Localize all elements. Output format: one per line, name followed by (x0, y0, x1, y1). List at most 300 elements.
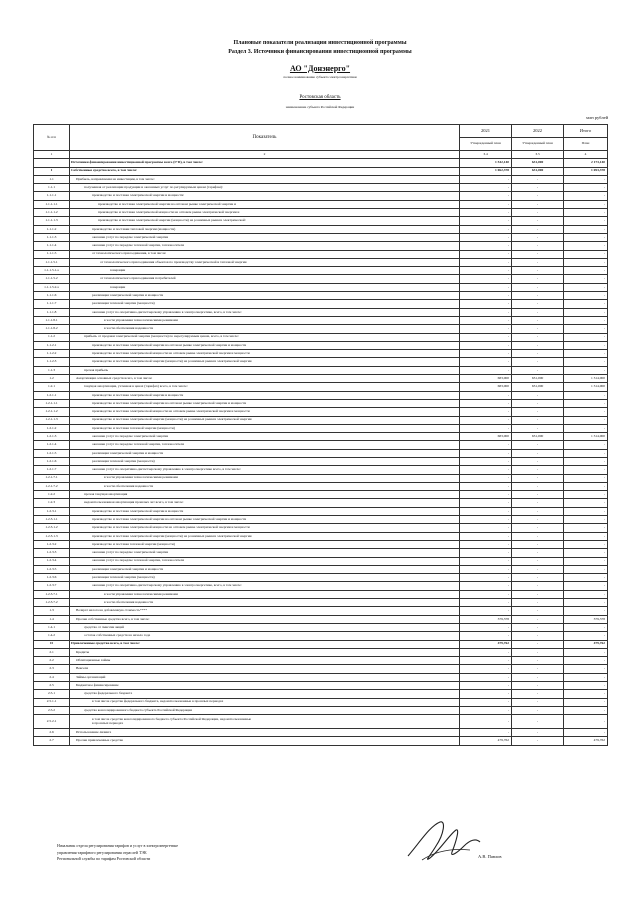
table-row (34, 175, 608, 183)
row-number: 1.2.1.6 (34, 457, 70, 465)
value-total: 379,378 (564, 615, 608, 623)
table-row (34, 192, 608, 200)
value-2022: - (512, 540, 564, 548)
value-total: - (564, 449, 608, 457)
table-row (34, 599, 608, 607)
value-2022: - (512, 690, 564, 698)
value-2022: - (512, 457, 564, 465)
table-row (34, 524, 608, 532)
row-label: оказание услуг по оперативно-диспетчерскому управлению в электроэнергетике, всего, в том числе: (70, 582, 460, 590)
row-label: Прочие привлеченные средства (70, 737, 460, 745)
value-2022: - (512, 250, 564, 258)
row-label: производство и поставка электрической энергии на оптовом рынке электрической энергии и мощности (70, 341, 460, 349)
row-label-line: в том числе средства консолидированного бюджета субъекта Российской Федерации, недоиспользованные (92, 717, 252, 722)
row-label: производство и поставка электрической энергии (мощности) на розничных рынках электрической энергии (70, 358, 460, 366)
value-2022: 631,000 (512, 167, 564, 175)
value-2022: - (512, 615, 564, 623)
row-label: производство и поставка электрической энергии на оптовом рынке электрической энергии и мощности (70, 399, 460, 407)
value-2021: - (460, 457, 512, 465)
row-label: генерации (70, 283, 460, 291)
table-row (34, 225, 608, 233)
index-cell: 2 (70, 151, 460, 159)
value-2021: 1 062,378 (460, 167, 512, 175)
table-row (34, 433, 608, 441)
table-row (34, 167, 608, 175)
row-label: производство и поставка тепловой энергии (мощности) (70, 540, 460, 548)
value-2022: - (512, 258, 564, 266)
row-number: 1.2.1.5 (34, 449, 70, 457)
row-number: 1.1.3 (34, 366, 70, 374)
table-row (34, 449, 608, 457)
value-2022: - (512, 350, 564, 358)
value-total: - (564, 233, 608, 241)
document-title: Плановые показатели реализации инвестиционной программы (233, 40, 407, 46)
value-2021: - (460, 698, 512, 706)
value-2022: - (512, 300, 564, 308)
value-total: - (564, 217, 608, 225)
index-row (34, 151, 608, 159)
value-total: - (564, 325, 608, 333)
value-total: - (564, 267, 608, 275)
row-number: 1.2.1.1.2 (34, 408, 70, 416)
value-2021: - (460, 729, 512, 737)
value-2022: - (512, 532, 564, 540)
row-number: 2.5 (34, 682, 70, 690)
index-cell: 3.5 (512, 151, 564, 159)
row-label: Прибыль, направляемая на инвестиции, в том числе: (70, 175, 460, 183)
row-label: реализация тепловой энергии (мощности) (70, 300, 460, 308)
value-2022: - (512, 283, 564, 291)
row-number: 1.1.2.1 (34, 341, 70, 349)
financing-table (33, 124, 608, 746)
value-2022: - (512, 507, 564, 515)
row-number: I (34, 167, 70, 175)
row-label: Привлеченные средства всего, в том числе: (70, 640, 460, 648)
row-label-line: в прошлых периодах (92, 720, 124, 725)
row-label: производство и поставка электрической энергии на оптовом рынке электрической энергии и мощности (70, 516, 460, 524)
row-label: от технологического присоединения потребителей (70, 275, 460, 283)
table-row (34, 391, 608, 399)
row-label: Займы организаций (70, 673, 460, 681)
value-2022: - (512, 399, 564, 407)
row-label: в части обеспечения надежности (70, 325, 460, 333)
row-number: 1.3 (34, 607, 70, 615)
value-2021: - (460, 682, 512, 690)
value-total: - (564, 300, 608, 308)
value-2022: - (512, 441, 564, 449)
value-total: - (564, 358, 608, 366)
value-total: - (564, 391, 608, 399)
value-2021: - (460, 358, 512, 366)
value-total: - (564, 706, 608, 714)
value-2021: - (460, 399, 512, 407)
value-2022: 631,000 (512, 375, 564, 383)
value-total: 1 314,000 (564, 433, 608, 441)
value-total: - (564, 599, 608, 607)
value-2021: - (460, 300, 512, 308)
value-2021: - (460, 416, 512, 424)
row-label: реализация электрической энергии и мощности (70, 449, 460, 457)
value-2022: - (512, 698, 564, 706)
value-total: - (564, 623, 608, 631)
table-row (34, 698, 608, 706)
table-row (34, 308, 608, 316)
table-row (34, 532, 608, 540)
value-total: - (564, 225, 608, 233)
row-label: от технологического присоединения, в том числе: (70, 250, 460, 258)
value-2021: - (460, 590, 512, 598)
value-2021: - (460, 408, 512, 416)
table-row (34, 383, 608, 391)
row-number: 1.1.1.5 (34, 250, 70, 258)
value-total: - (564, 632, 608, 640)
row-number: 1.2.3.1.1 (34, 516, 70, 524)
value-2022: - (512, 175, 564, 183)
table-row (34, 333, 608, 341)
value-total: - (564, 729, 608, 737)
table-row (34, 557, 608, 565)
row-number: 2.4 (34, 673, 70, 681)
value-2021: - (460, 673, 512, 681)
value-2022: - (512, 482, 564, 490)
value-total: - (564, 657, 608, 665)
row-label: оказание услуг по передаче тепловой энергии, теплоносителя (70, 441, 460, 449)
value-2022: - (512, 607, 564, 615)
row-label: производство и поставка электрической мощности на оптовом рынке электрической энергии и мощности (70, 350, 460, 358)
row-number: 2.7 (34, 737, 70, 745)
table-row (34, 682, 608, 690)
value-2022: 631,000 (512, 383, 564, 391)
row-number: 1.1.1.2 (34, 225, 70, 233)
row-number: 2.5.2.1 (34, 715, 70, 729)
row-label: оказание услуг по передаче электрической энергии (70, 549, 460, 557)
table-row (34, 690, 608, 698)
value-total: - (564, 607, 608, 615)
header-row (34, 125, 608, 138)
value-total: - (564, 516, 608, 524)
table-row (34, 482, 608, 490)
row-number: 1.1.1.1 (34, 192, 70, 200)
table-row (34, 640, 608, 648)
value-2022: - (512, 408, 564, 416)
row-number: 1.2.3.6 (34, 574, 70, 582)
value-2022: - (512, 233, 564, 241)
row-number: 1.4.1 (34, 623, 70, 631)
value-2021: - (460, 391, 512, 399)
value-2022: - (512, 715, 564, 729)
value-total: - (564, 424, 608, 432)
value-2021: - (460, 366, 512, 374)
value-total: 1 693,378 (564, 167, 608, 175)
value-2022: - (512, 308, 564, 316)
row-number: 1.2.3.1 (34, 507, 70, 515)
row-number: 1.1.1.5.1 (34, 258, 70, 266)
value-total: - (564, 209, 608, 217)
row-label: прибыль от продажи электрической энергии (мощности) по нерегулируемым ценам, всего, в том числе: (70, 333, 460, 341)
value-2022: - (512, 565, 564, 573)
row-number: 1.2.3.1.2 (34, 524, 70, 532)
row-label: полученная от реализации продукции и оказанных услуг по регулируемым ценам (тарифам): (70, 184, 460, 192)
row-label: Собственные средства всего, в том числе: (70, 167, 460, 175)
value-total: - (564, 308, 608, 316)
row-number: 2.3 (34, 665, 70, 673)
value-2021: - (460, 715, 512, 729)
value-2022: - (512, 209, 564, 217)
value-total: - (564, 549, 608, 557)
row-label: Амортизация основных средств всего, в том числе: (70, 375, 460, 383)
row-label: оказание услуг по оперативно-диспетчерскому управлению в электроэнергетике всего, в том числе: (70, 466, 460, 474)
table-row (34, 325, 608, 333)
index-cell: 3.4 (460, 151, 512, 159)
table-row (34, 574, 608, 582)
table-row (34, 632, 608, 640)
row-number: 1.2.3 (34, 499, 70, 507)
row-label: в том числе средства федерального бюджета, недоиспользованные в прошлых периодах (70, 698, 460, 706)
value-2021: - (460, 341, 512, 349)
row-number: 1.2.1.7.2 (34, 482, 70, 490)
row-label: производство и поставка электрической энергии (мощности) на розничных рынках электрической энергии (70, 532, 460, 540)
row-number: 2.1 (34, 648, 70, 656)
table-row (34, 582, 608, 590)
row-label: в части управления технологическими режимами (70, 590, 460, 598)
row-label: недоиспользованная амортизация прошлых лет всего, в том числе: (70, 499, 460, 507)
value-total: - (564, 557, 608, 565)
value-2022: - (512, 582, 564, 590)
value-2021: - (460, 200, 512, 208)
total-header: Итого (564, 125, 608, 138)
table-row (34, 217, 608, 225)
table-row (34, 729, 608, 737)
value-2021: - (460, 308, 512, 316)
row-number: 1.2.1.1 (34, 391, 70, 399)
value-2022: - (512, 657, 564, 665)
value-total: - (564, 441, 608, 449)
row-label: текущая амортизация, учтенная в ценах (тарифах) всего, в том числе: (70, 383, 460, 391)
table-row (34, 507, 608, 515)
table-row (34, 665, 608, 673)
row-label: средства от эмиссии акций (70, 623, 460, 631)
table-row (34, 416, 608, 424)
value-2021: - (460, 574, 512, 582)
row-label: производство и поставка электрической мощности на оптовом рынке электрической энергии и мощности (70, 408, 460, 416)
value-total: - (564, 192, 608, 200)
row-label: оказание услуг по передаче электрической энергии (70, 233, 460, 241)
row-label: от технологического присоединения объектов по производству электрической и тепловой энергии (70, 258, 460, 266)
value-2021: 683,000 (460, 433, 512, 441)
table-row (34, 424, 608, 432)
row-number: 1.2.1.7.1 (34, 474, 70, 482)
value-total: - (564, 350, 608, 358)
table-row (34, 565, 608, 573)
value-2022: - (512, 491, 564, 499)
signer-position (57, 843, 297, 863)
row-label: производство и поставка электрической энергии на оптовом рынке электрической энергии и (70, 200, 460, 208)
row-label: в части управления технологическими режимами (70, 474, 460, 482)
value-total: - (564, 690, 608, 698)
value-2021: - (460, 623, 512, 631)
row-number (34, 159, 70, 167)
row-label: производство и поставка электрической мощности на оптовом рынке электрической энергии и (70, 209, 460, 217)
value-2021: - (460, 449, 512, 457)
row-label: прочая текущая амортизация (70, 491, 460, 499)
value-total: - (564, 582, 608, 590)
value-total: - (564, 474, 608, 482)
value-2021: - (460, 267, 512, 275)
row-label: производство и поставка электрической мощности на оптовом рынке электрической энергии и мощности (70, 524, 460, 532)
value-total: - (564, 499, 608, 507)
table-row (34, 474, 608, 482)
value-total: - (564, 698, 608, 706)
value-total: - (564, 466, 608, 474)
row-label: Источники финансирования инвестиционной программы всего (I+II), в том числе: (70, 159, 460, 167)
row-label: Векселя (70, 665, 460, 673)
value-total: 1 314,000 (564, 383, 608, 391)
value-2021: - (460, 292, 512, 300)
row-number: 1.1.1.5.2 (34, 275, 70, 283)
value-2021: - (460, 242, 512, 250)
value-total: - (564, 507, 608, 515)
value-2021: - (460, 424, 512, 432)
table-row (34, 209, 608, 217)
value-total: - (564, 715, 608, 729)
row-number: 1.2.2 (34, 491, 70, 499)
value-2021: - (460, 233, 512, 241)
table-row (34, 316, 608, 324)
value-2022: - (512, 292, 564, 300)
row-label: производство и поставки тепловой энергии (мощности) (70, 225, 460, 233)
value-2022: - (512, 184, 564, 192)
value-2021: - (460, 599, 512, 607)
region-name: Ростовская область (299, 95, 341, 100)
value-2022: - (512, 557, 564, 565)
row-number: 1.2.3.2 (34, 540, 70, 548)
table-row (34, 258, 608, 266)
table-row (34, 499, 608, 507)
row-number: 1.1.1.1.3 (34, 217, 70, 225)
table-row (34, 200, 608, 208)
table-row (34, 275, 608, 283)
table-row (34, 242, 608, 250)
row-number: 1.1.1.3 (34, 233, 70, 241)
table-row (34, 408, 608, 416)
row-label: производство и поставка электрической энергии (мощности) на розничных рынках электрической энергии (70, 416, 460, 424)
value-total: - (564, 175, 608, 183)
table-row (34, 615, 608, 623)
value-2022: - (512, 358, 564, 366)
value-2021: - (460, 690, 512, 698)
value-total: - (564, 524, 608, 532)
value-2021: - (460, 516, 512, 524)
value-2022: - (512, 648, 564, 656)
row-number: 1.1.1.8.2 (34, 325, 70, 333)
value-total: - (564, 399, 608, 407)
value-2021: - (460, 607, 512, 615)
value-2021: - (460, 524, 512, 532)
value-2022: - (512, 341, 564, 349)
value-total: - (564, 416, 608, 424)
value-2021: - (460, 225, 512, 233)
value-2021: - (460, 175, 512, 183)
row-number: 1.2.3.4 (34, 557, 70, 565)
value-2021: - (460, 648, 512, 656)
value-total: - (564, 665, 608, 673)
value-2021: 479,762 (460, 640, 512, 648)
row-label: производство и поставка электрической энергии (мощности) на розничных рынках электрической: (70, 217, 460, 225)
row-label: Бюджетное финансирование (70, 682, 460, 690)
table-row (34, 375, 608, 383)
sub-header: Утвержденный план (512, 138, 564, 151)
value-2021: - (460, 665, 512, 673)
signer-line: управления тарифного регулирования отраслей ТЭК (57, 849, 147, 855)
row-label: Использование лизинга (70, 729, 460, 737)
value-2022: - (512, 623, 564, 631)
row-number: 1.2.3.7 (34, 582, 70, 590)
value-2021: - (460, 316, 512, 324)
value-2021: - (460, 325, 512, 333)
row-number: 1.2.3.5 (34, 565, 70, 573)
value-2022: - (512, 516, 564, 524)
row-number: 1.1.1.5.1.а (34, 267, 70, 275)
row-number: 1.1.1.7 (34, 300, 70, 308)
row-number: 1.4.2 (34, 632, 70, 640)
row-number: 2.5.2 (34, 706, 70, 714)
value-2022: - (512, 225, 564, 233)
value-total: - (564, 648, 608, 656)
value-2021: - (460, 466, 512, 474)
table-row (34, 590, 608, 598)
value-total: - (564, 565, 608, 573)
row-number: 1.1.2 (34, 333, 70, 341)
index-cell: 1 (34, 151, 70, 159)
value-2022: - (512, 449, 564, 457)
units-label: млн рублей (586, 115, 608, 120)
row-number: 1.1.1.4 (34, 242, 70, 250)
row-number: 1.1.1 (34, 184, 70, 192)
sub-header: План (564, 138, 608, 151)
value-2021: - (460, 350, 512, 358)
row-label: в части управления технологическими режимами (70, 316, 460, 324)
table-row (34, 516, 608, 524)
table-row (34, 607, 608, 615)
row-number: 1.2.1.7 (34, 466, 70, 474)
value-2021: - (460, 565, 512, 573)
year-2022-header: 2022 (512, 125, 564, 138)
row-label (70, 715, 460, 729)
table-row (34, 366, 608, 374)
value-2021: - (460, 283, 512, 291)
table-row (34, 457, 608, 465)
value-total: - (564, 408, 608, 416)
row-number: 1.1.2.3 (34, 358, 70, 366)
region-note: наименование субъекта Российской Федерации (285, 105, 355, 109)
value-total: - (564, 491, 608, 499)
row-number: 1.1 (34, 175, 70, 183)
handwritten-signature (400, 812, 485, 872)
row-number: 2.2 (34, 657, 70, 665)
value-total: - (564, 457, 608, 465)
sub-header: Утвержденный план (460, 138, 512, 151)
value-total: - (564, 283, 608, 291)
row-number: 1.1.1.1.1 (34, 200, 70, 208)
row-label: в части обеспечения надежности (70, 599, 460, 607)
row-label: реализация тепловой энергии (мощности) (70, 457, 460, 465)
row-label: производство и поставка электрической энергии и мощности: (70, 192, 460, 200)
col-num-header: № п/п (34, 125, 70, 151)
value-total: - (564, 574, 608, 582)
value-2021: - (460, 540, 512, 548)
row-label: производство и поставка электрической энергии и мощности (70, 507, 460, 515)
value-2022: - (512, 217, 564, 225)
